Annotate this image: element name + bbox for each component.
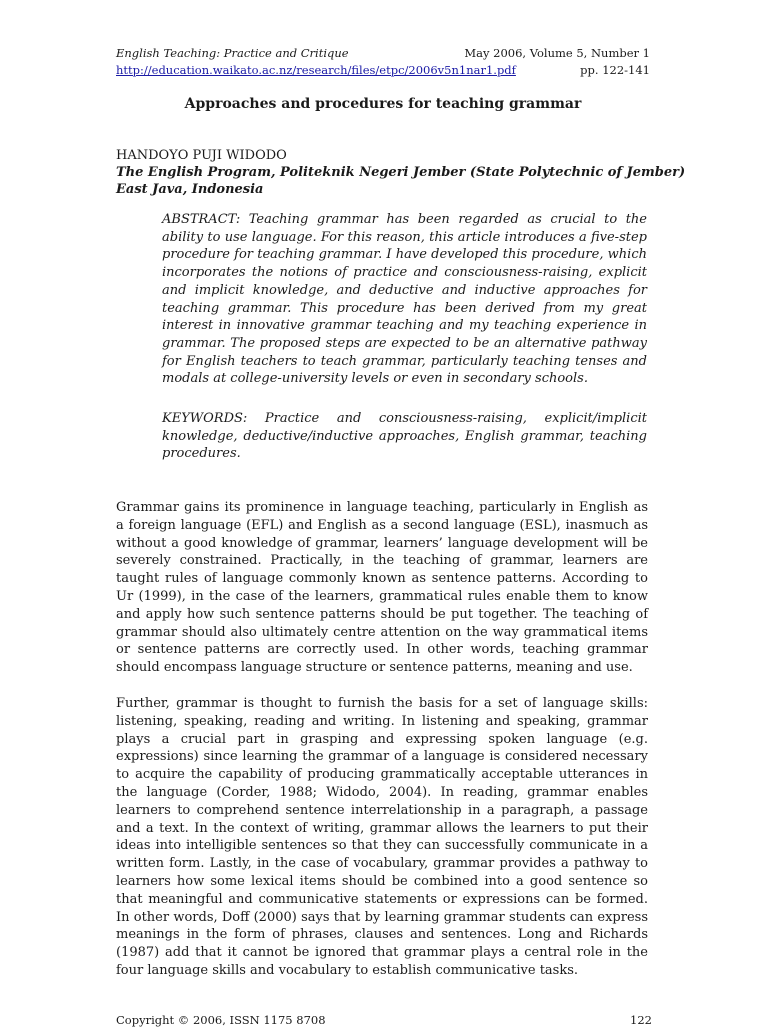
author-name: HANDOYO PUJI WIDODO xyxy=(116,148,287,163)
keywords: KEYWORDS: Practice and consciousness-raising, explicit/implicit knowledge, deductive/inductive approaches, English grammar, teaching procedures. xyxy=(162,411,647,462)
author-affiliation: The English Program, Politeknik Negeri Jember (State Polytechnic of Jember) xyxy=(116,165,686,180)
article-url-link[interactable]: http://education.waikato.ac.nz/research/files/etpc/2006v5n1nar1.pdf xyxy=(116,63,516,77)
journal-name: English Teaching: Practice and Critique xyxy=(116,46,349,60)
body-paragraph-1: Grammar gains its prominence in language teaching, particularly in English as a foreign language (EFL) and English as a second language (ESL), inasmuch as without a good knowledge of grammar, learners’ language development will be severely constrained. Practically, in the teaching of grammar, learners are taught rules of language commonly known as sentence patterns. According to Ur (1999), in the case of the learners, grammatical rules enable them to know and apply how such sentence patterns should be put together. The teaching of grammar should also ultimately centre attention on the way grammatical items or sentence patterns are correctly used. In other words, teaching grammar should encompass language structure or sentence patterns, meaning and use. xyxy=(116,500,648,676)
body-paragraph-2: Further, grammar is thought to furnish the basis for a set of language skills: listening, speaking, reading and writing. In listening and speaking, grammar plays a crucial part in grasping and expressing spoken language (e.g. expressions) since learning the grammar of a language is considered necessary to acquire the capability of producing grammatically acceptable utterances in the language (Corder, 1988; Widodo, 2004). In reading, grammar enables learners to comprehend sentence interrelationship in a paragraph, a passage and a text. In the context of writing, grammar allows the learners to put their ideas into intelligible sentences so that they can successfully communicate in a written form. Lastly, in the case of vocabulary, grammar provides a pathway to learners how some lexical items should be combined into a good sentence so that meaningful and communicative statements or expressions can be formed. In other words, Doff (2000) says that by learning grammar students can express meanings in the form of phrases, clauses and sentences. Long and Richards (1987) add that it cannot be ignored that grammar plays a central role in the four language skills and vocabulary to establish communicative tasks. xyxy=(116,696,648,978)
article-title: Approaches and procedures for teaching grammar xyxy=(184,96,582,112)
copyright-notice: Copyright © 2006, ISSN 1175 8708 xyxy=(116,1013,326,1027)
issue-info: May 2006, Volume 5, Number 1 xyxy=(464,46,650,60)
page-number: 122 xyxy=(630,1013,652,1027)
page-range: pp. 122-141 xyxy=(580,63,650,77)
author-location: East Java, Indonesia xyxy=(116,182,264,197)
abstract: ABSTRACT: Teaching grammar has been regarded as crucial to the ability to use language. For this reason, this article introduces a five-step procedure for teaching grammar. I have developed this procedure, which incorporates the notions of practice and consciousness-raising, explicit and implicit knowledge, and deductive and inductive approaches for teaching grammar. This procedure has been derived from my great interest in innovative grammar teaching and my teaching experience in grammar. The proposed steps are expected to be an alternative pathway for English teachers to teach grammar, particularly teaching tenses and modals at college-university levels or even in secondary schools. xyxy=(162,212,647,387)
